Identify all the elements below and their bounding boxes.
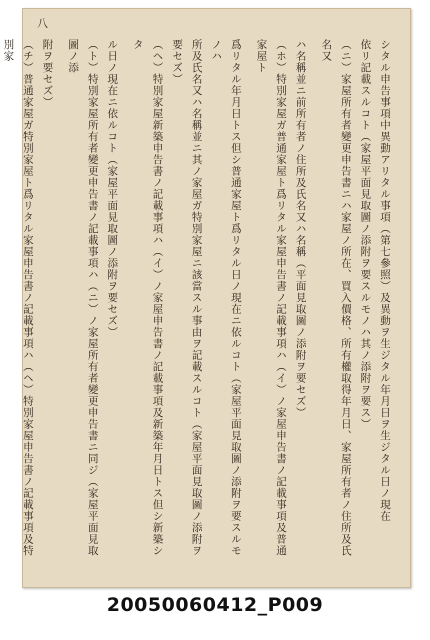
text-column: ハ名稱並ニ前所有者ノ住所及氏名又ハ名稱（平面見取圖ノ添附ヲ要セズ） — [294, 39, 307, 419]
text-column: （チ）普通家屋ガ特別家屋ト爲リタル家屋申告書ノ記載事項ハ（ヘ）特別家屋申告書ノ記載事項及特別家 — [2, 39, 34, 557]
image-caption: 20050060412_P009 — [106, 594, 324, 616]
text-column: 所及氏名又ハ名稱並ニ其ノ家屋ガ特別家屋ニ該當スル事由ヲ記載スルコト（家屋平面見取圖ノ添附ヲ — [190, 39, 203, 557]
vertical-text-body — [2, 39, 394, 559]
text-column: （ニ）家屋所有者變更申告書ニハ家屋ノ所在、買入價格、所有權取得年月日、家屋所有者ノ住所及氏名又 — [320, 39, 352, 557]
text-column: （ヘ）特別家屋新築申告書ノ記載事項ハ（イ）ノ家屋申告書ノ記載事項及新築年月日トス但シ新築シタ — [131, 39, 164, 557]
text-column: シタル申告事項中異動アリタル事項（第七參照）及異動ヲ生ジタル年月日ヲ生ジタル日ノ現在 — [379, 39, 391, 522]
text-column: （ト）特別家屋所有者變更申告書ノ記載事項ハ（ニ）ノ家屋所有者變更申告書ニ同ジ（家屋平面見取圖ノ添 — [67, 39, 99, 557]
page-number: 八 — [37, 17, 48, 30]
text-column: 依リ記載スルコト（家屋平面見取圖ノ添附ヲ要スルモノハ其ノ添附ヲ要ス） — [359, 39, 372, 430]
text-column: 附ヲ要セズ） — [41, 39, 54, 108]
document-page — [2, 8, 411, 588]
text-column: 要セズ） — [171, 39, 184, 85]
text-column: 爲リタル年月日トス但シ普通家屋ト爲リタル日ノ現在ニ依ルコト（家屋平面見取圖ノ添附ヲ要スルモノハ — [210, 39, 242, 557]
text-column: ル日ノ現在ニ依ルコト（家屋平面見取圖ノ添附ヲ要セズ） — [106, 39, 119, 338]
text-column: （ホ）特別家屋ガ普通家屋ト爲リタル家屋申告書ノ記載事項ハ（イ）ノ家屋申告書ノ記載事項及普通家屋ト — [255, 39, 288, 557]
